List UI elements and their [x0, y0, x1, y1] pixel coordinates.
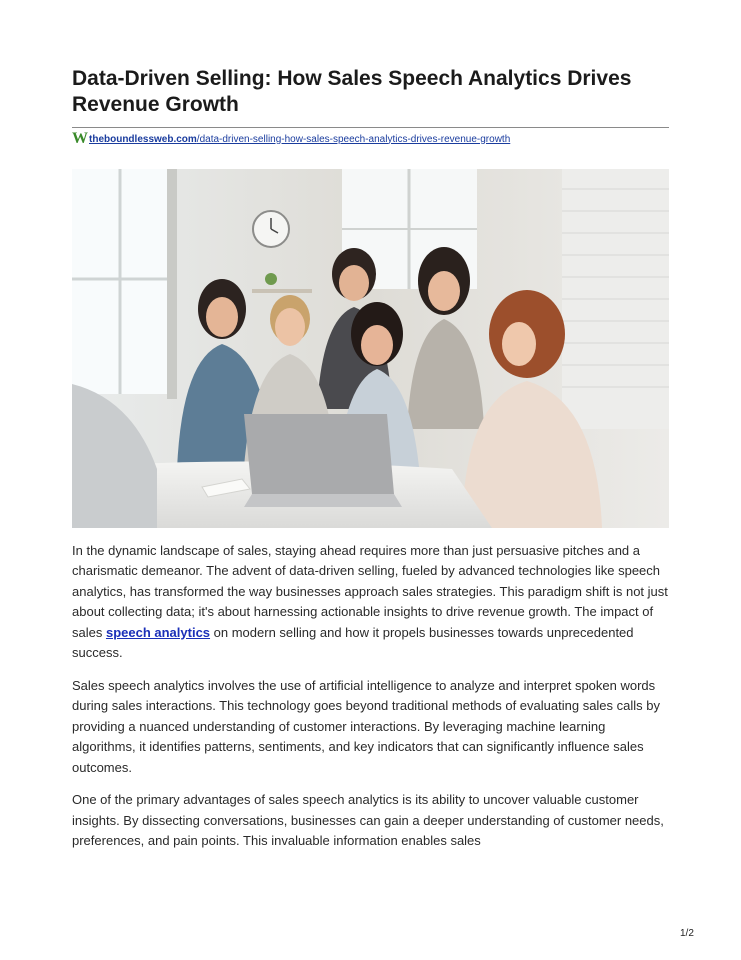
photo-women-celebrating-at-laptop	[72, 169, 669, 528]
source-line	[72, 131, 510, 147]
source-path: /data-driven-selling-how-sales-speech-analytics-drives-revenue-growth	[196, 133, 511, 145]
article-title: Data-Driven Selling: How Sales Speech Analytics Drives Revenue Growth	[72, 67, 632, 116]
photo-wall-clock	[253, 211, 289, 247]
photo-laptop	[244, 414, 402, 507]
paragraph-1-text: In the dynamic landscape of sales, staying ahead requires more than just persuasive pitches and a charismatic demeanor. The advent of data-driven selling, fueled by advanced technologies like speech analytics, has transformed the way businesses approach sales strategies. This paradigm shift is not just about collecting data; it's about harnessing actionable insights to drive revenue growth. The impact of sales	[72, 543, 668, 640]
site-logo-w-icon: W	[72, 130, 86, 147]
title-divider	[72, 127, 669, 128]
page-number: 1/2	[680, 928, 694, 939]
paragraph-3: One of the primary advantages of sales speech analytics is its ability to uncover valuable customer insights. By dissecting conversations, businesses can gain a deeper understanding of customer needs, preferences, and pain points. This invaluable information enables sales	[72, 792, 664, 849]
article-photo	[72, 169, 669, 528]
article-body	[72, 541, 672, 864]
source-url-link[interactable]	[89, 134, 510, 145]
speech-analytics-link[interactable]: speech analytics	[105, 624, 211, 640]
paragraph-1-text-end: on modern selling and how it propels businesses towards unprecedented success.	[72, 624, 634, 661]
paragraph-2: Sales speech analytics involves the use of artificial intelligence to analyze and interpret spoken words during sales interactions. This technology goes beyond traditional methods of evaluating sales calls by providing a nuanced understanding of customer interactions. By leveraging machine learning algorithms, it identifies patterns, sentiments, and key indicators that can significantly influence sales outcomes.	[72, 677, 660, 775]
paragraph-1	[72, 541, 672, 663]
source-domain: theboundlessweb.com	[89, 133, 197, 145]
